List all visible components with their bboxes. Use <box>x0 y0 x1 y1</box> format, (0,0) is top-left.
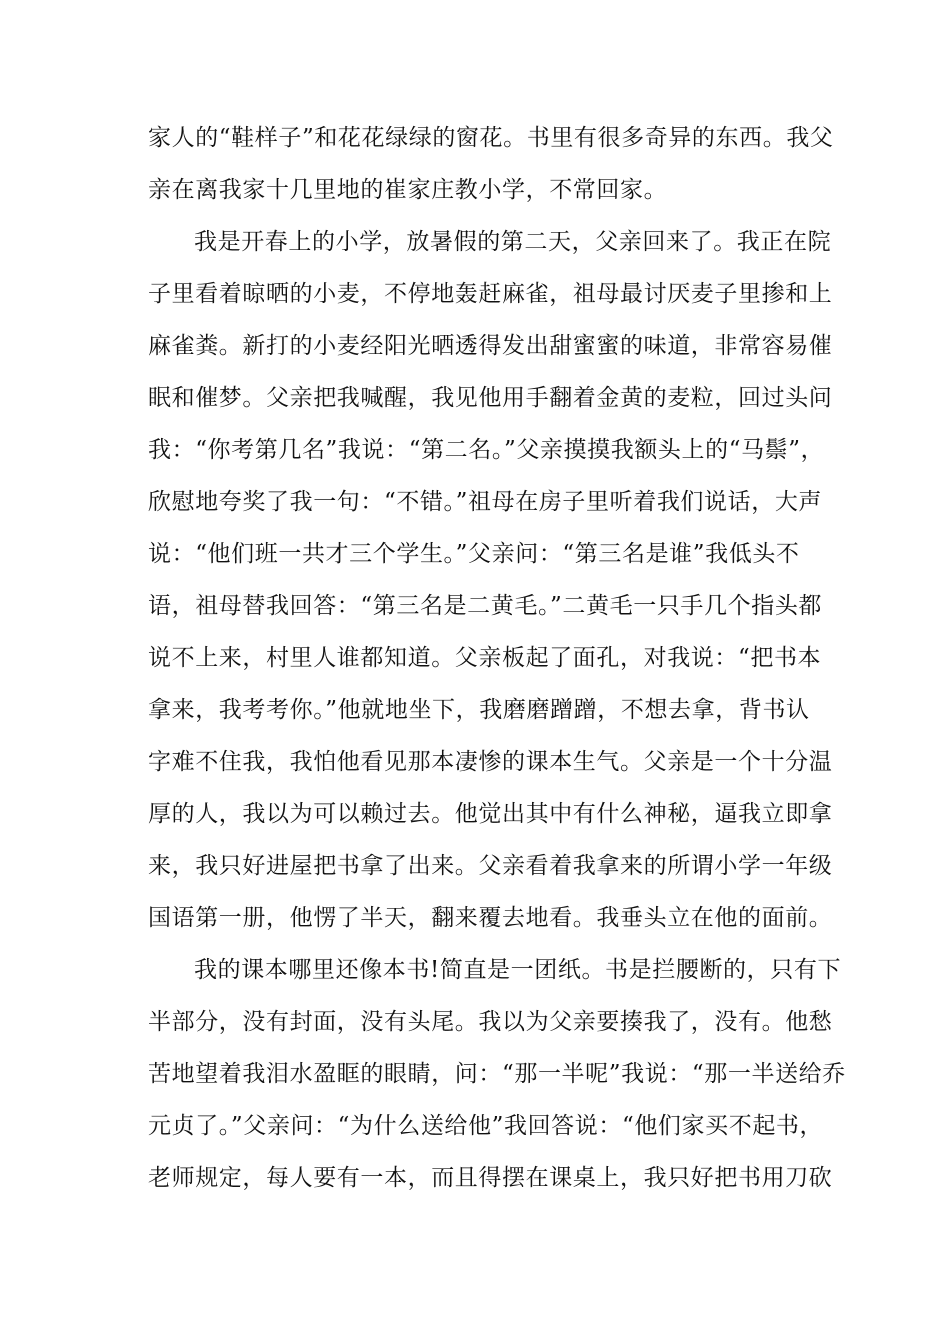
text-line: 眠和催梦。父亲把我喊醒，我见他用手翻着金黄的麦粒，回过头问 <box>148 385 833 411</box>
text-line: 欣慰地夸奖了我一句：“不错。”祖母在房子里听着我们说话，大声 <box>148 489 823 515</box>
body-text <box>148 118 846 1210</box>
text-line: 苦地望着我泪水盈眶的眼睛，问：“那一半呢”我说：“那一半送给乔 <box>148 1061 846 1087</box>
text-line: 拿来，我考考你。”他就地坐下，我磨磨蹭蹭，不想去拿，背书认 <box>148 697 810 723</box>
text-line: 老师规定，每人要有一本，而且得摆在课桌上，我只好把书用刀砍 <box>148 1165 833 1191</box>
text-line: 字难不住我，我怕他看见那本凄惨的课本生气。父亲是一个十分温 <box>148 749 833 775</box>
text-line: 我：“你考第几名”我说：“第二名。”父亲摸摸我额头上的“马鬃”， <box>148 437 825 463</box>
text-line: 说不上来，村里人谁都知道。父亲板起了面孔，对我说：“把书本 <box>148 645 822 671</box>
text-line: 我是开春上的小学，放暑假的第二天，父亲回来了。我正在院 <box>194 229 832 255</box>
text-line: 语，祖母替我回答：“第三名是二黄毛。”二黄毛一只手几个指头都 <box>148 593 823 619</box>
text-line: 厚的人，我以为可以赖过去。他觉出其中有什么神秘，逼我立即拿 <box>148 801 833 827</box>
text-line: 国语第一册，他愣了半天，翻来覆去地看。我垂头立在他的面前。 <box>148 905 833 931</box>
text-line: 说：“他们班一共才三个学生。”父亲问：“第三名是谁”我低头不 <box>148 541 800 567</box>
text-line: 麻雀粪。新打的小麦经阳光晒透得发出甜蜜蜜的味道，非常容易催 <box>148 333 833 359</box>
text-line: 半部分，没有封面，没有头尾。我以为父亲要揍我了，没有。他愁 <box>148 1009 833 1035</box>
text-line: 来，我只好进屋把书拿了出来。父亲看着我拿来的所谓小学一年级 <box>148 853 833 879</box>
text-line: 我的课本哪里还像本书!简直是一团纸。书是拦腰断的，只有下 <box>194 957 842 983</box>
text-line: 元贞了。”父亲问：“为什么送给他”我回答说：“他们家买不起书， <box>148 1113 824 1139</box>
text-line: 家人的“鞋样子”和花花绿绿的窗花。书里有很多奇异的东西。我父 <box>148 125 834 151</box>
text-line: 子里看着晾晒的小麦，不停地轰赶麻雀，祖母最讨厌麦子里掺和上 <box>148 281 833 307</box>
text-line: 亲在离我家十几里地的崔家庄教小学，不常回家。 <box>148 177 668 203</box>
